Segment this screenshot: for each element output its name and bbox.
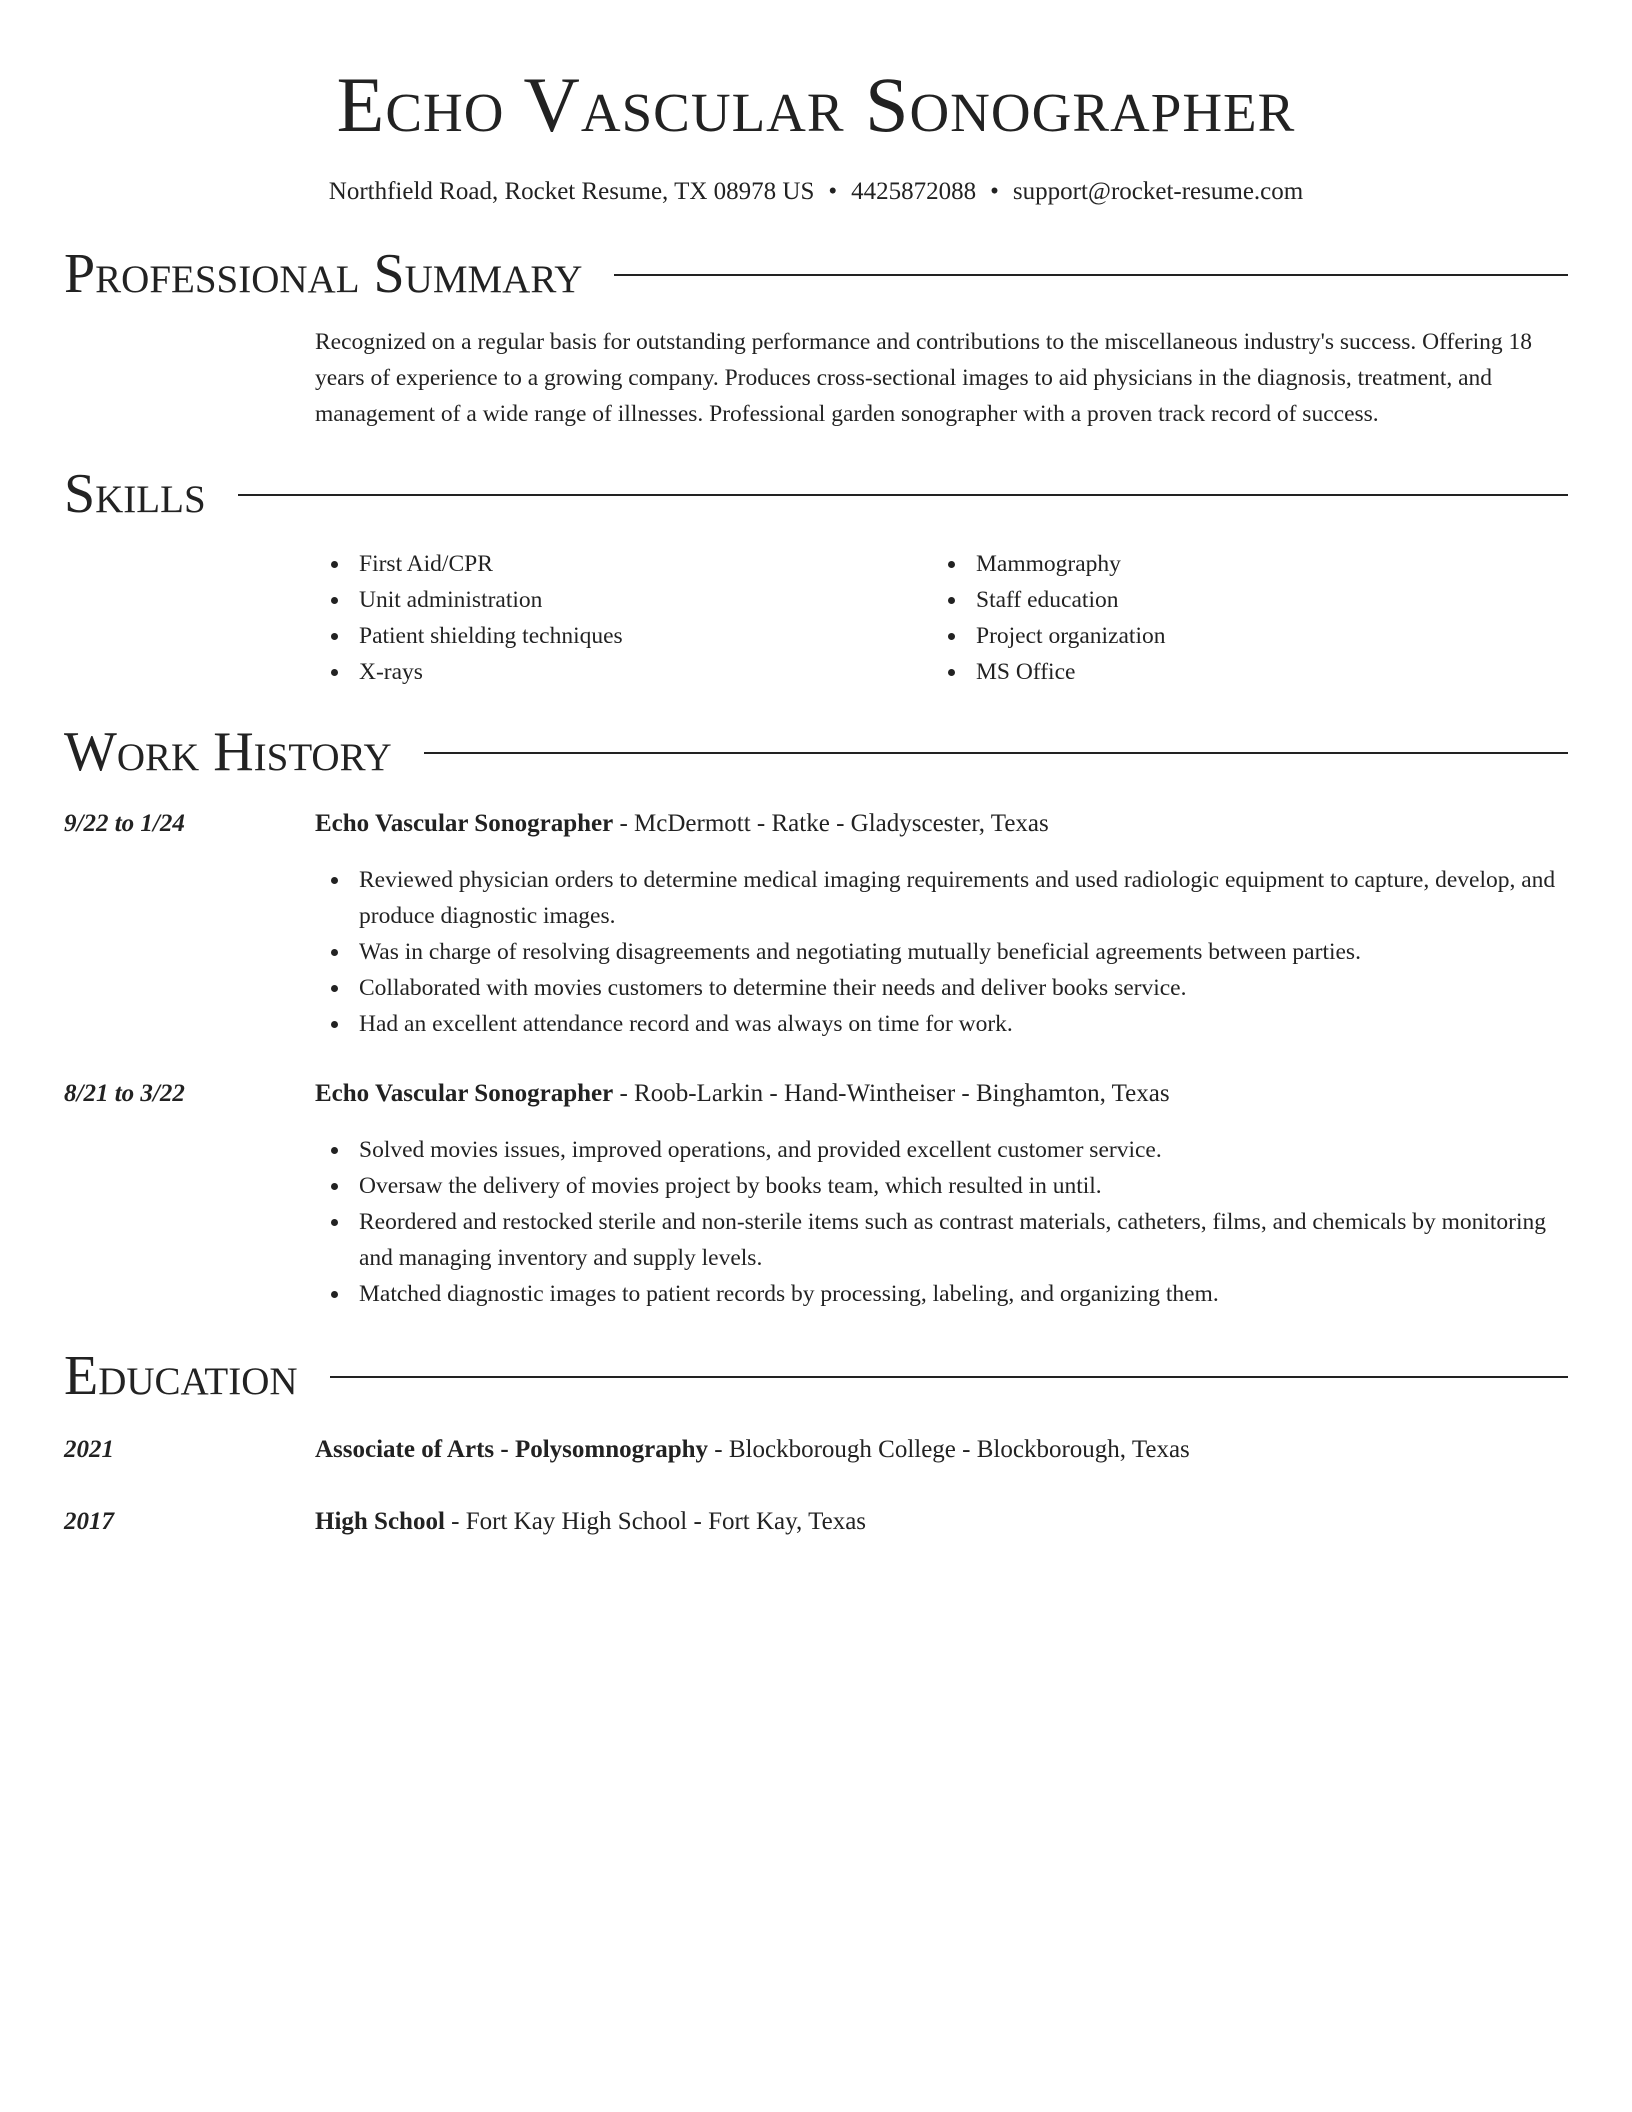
section-divider (614, 274, 1568, 276)
candidate-name: Echo Vascular Sonographer (336, 61, 1296, 148)
work-role: Echo Vascular Sonographer (315, 810, 614, 837)
education-degree: High School (315, 1508, 445, 1535)
education-year: 2021 (64, 1436, 114, 1463)
education-year: 2017 (64, 1508, 114, 1535)
work-bullet: Collaborated with movies customers to determine their needs and deliver books service. (315, 970, 1568, 1006)
work-bullet: Oversaw the delivery of movies project by books team, which resulted in until. (315, 1168, 1568, 1204)
skills-section-header (64, 462, 1568, 526)
contact-separator: • (828, 178, 838, 205)
education-headline (315, 1432, 1190, 1468)
skill-item: Unit administration (315, 582, 932, 618)
section-divider (330, 1376, 1568, 1378)
section-divider (424, 752, 1568, 754)
work-section-title: Work History (64, 721, 392, 783)
work-bullet: Reordered and restocked sterile and non-sterile items such as contrast materials, catheters, films, and chemicals by monitoring and managing inventory and supply levels. (315, 1204, 1568, 1276)
skill-item: Patient shielding techniques (315, 618, 932, 654)
contact-line (64, 176, 1568, 208)
work-details: - Roob-Larkin - Hand-Wintheiser - Binghamton, Texas (613, 1080, 1170, 1107)
summary-section-title: Professional Summary (64, 243, 583, 305)
resume-page (64, 0, 1568, 1540)
education-entry (64, 1432, 1568, 1468)
work-bullets (315, 862, 1568, 1042)
work-bullet: Matched diagnostic images to patient records by processing, labeling, and organizing them. (315, 1276, 1568, 1312)
education-details: - Fort Kay High School - Fort Kay, Texas (444, 1508, 867, 1535)
work-dates: 8/21 to 3/22 (64, 1080, 185, 1107)
education-section-header (64, 1344, 1568, 1408)
education-headline (315, 1504, 866, 1540)
work-bullets (315, 1132, 1568, 1312)
skills-column-right (932, 546, 1549, 690)
skill-item: X-rays (315, 654, 932, 690)
work-bullet: Solved movies issues, improved operations, and provided excellent customer service. (315, 1132, 1568, 1168)
section-divider (238, 494, 1568, 496)
work-dates: 9/22 to 1/24 (64, 810, 185, 837)
work-role: Echo Vascular Sonographer (315, 1080, 614, 1107)
work-content (315, 806, 1568, 1042)
skills-section-title: Skills (64, 463, 206, 525)
work-bullet: Had an excellent attendance record and was always on time for work. (315, 1006, 1568, 1042)
education-section-title: Education (64, 1345, 298, 1407)
education-details: - Blockborough College - Blockborough, Texas (708, 1436, 1190, 1463)
contact-address: Northfield Road, Rocket Resume, TX 08978 US (328, 178, 815, 205)
education-degree: Associate of Arts - Polysomnography (315, 1436, 709, 1463)
skill-item: Staff education (932, 582, 1549, 618)
work-entry (64, 806, 1568, 1042)
work-bullet: Reviewed physician orders to determine medical imaging requirements and used radiologic equipment to capture, develop, and produce diagnostic images. (315, 862, 1568, 934)
contact-email: support@rocket-resume.com (1012, 178, 1304, 205)
contact-separator: • (990, 178, 999, 205)
work-bullet: Was in charge of resolving disagreements and negotiating mutually beneficial agreements between parties. (315, 934, 1568, 970)
contact-phone: 4425872088 (851, 178, 977, 205)
work-details: - McDermott - Ratke - Gladyscester, Texas (613, 810, 1049, 837)
work-section-header (64, 720, 1568, 784)
summary-text: Recognized on a regular basis for outstanding performance and contributions to the miscellaneous industry's success. Offering 18 years of experience to a growing company. Produces cross-sectional images to aid physicians in the diagnosis, treatment, and management of a wide range of illnesses. Professional garden sonographer with a proven track record of success. (315, 329, 1532, 427)
skill-item: Project organization (932, 618, 1549, 654)
summary-section-header (64, 242, 1568, 306)
skills-list (315, 546, 1568, 690)
work-headline (315, 806, 1568, 842)
skill-item: First Aid/CPR (315, 546, 932, 582)
skill-item: MS Office (932, 654, 1549, 690)
work-entry (64, 1076, 1568, 1312)
skills-column-left (315, 546, 932, 690)
education-entry (64, 1504, 1568, 1540)
skill-item: Mammography (932, 546, 1549, 582)
work-headline (315, 1076, 1568, 1112)
work-content (315, 1076, 1568, 1312)
